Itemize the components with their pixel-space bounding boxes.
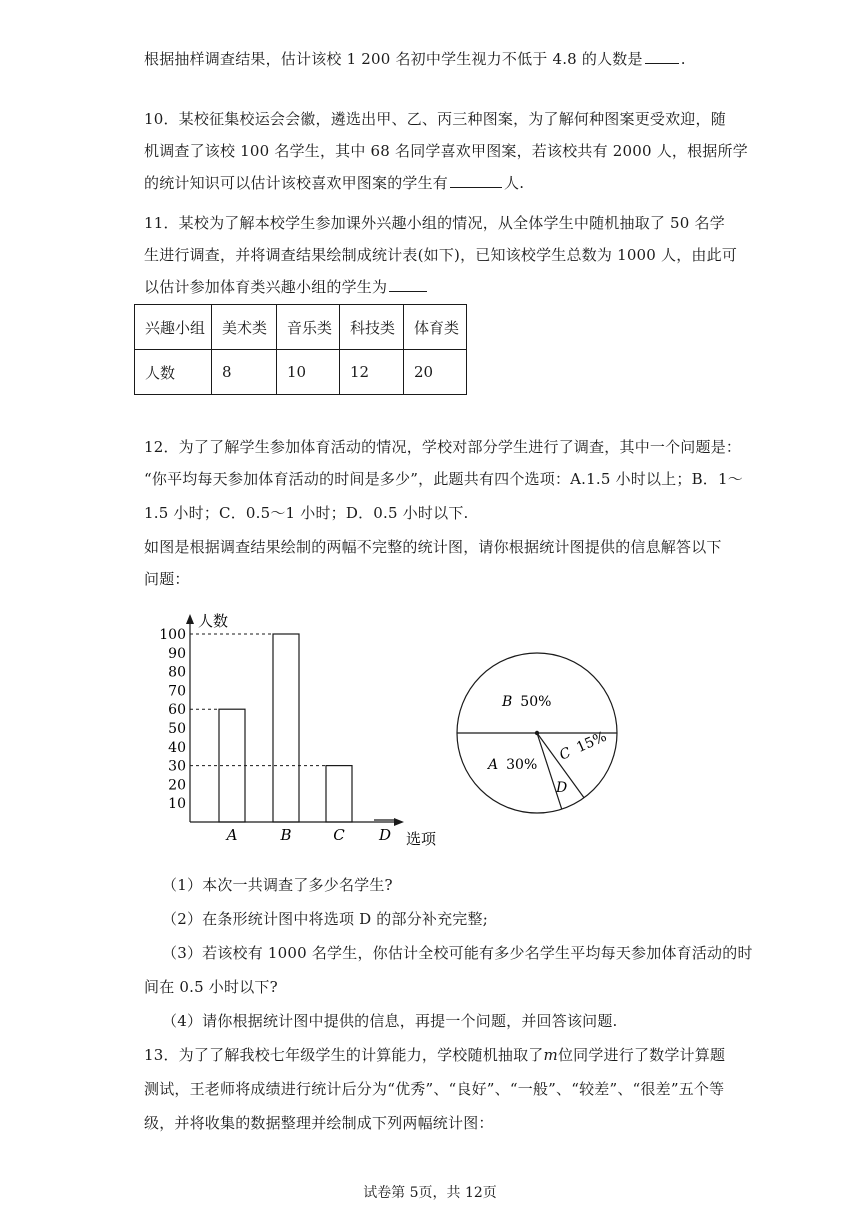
y-tick-label: 70 — [168, 683, 186, 700]
y-tick-label: 10 — [168, 796, 186, 813]
pie-label-b: B 50% — [502, 694, 552, 710]
q13-line-3: 级，并将收集的数据整理并绘制成下列两幅统计图： — [144, 1114, 494, 1132]
y-ticks — [159, 627, 186, 812]
bar-b — [273, 634, 299, 822]
x-tick-label: D — [378, 826, 392, 844]
q11-line-1: 11．某校为了解本校学生参加课外兴趣小组的情况，从全体学生中随机抽取了 50 名学 — [144, 214, 725, 232]
sub-question-2: （2）在条形统计图中将选项 D 的部分补充完整; — [162, 910, 488, 928]
sub-question-1: （1）本次一共调查了多少名学生? — [162, 876, 393, 894]
x-axis-label: 选项 — [406, 830, 437, 848]
q13-line-2: 测试，王老师将成绩进行统计后分为“优秀”、“良好”、“一般”、“较差”、“很差”五个等 — [144, 1080, 725, 1098]
q10-line-3-text: 的统计知识可以估计该校喜欢甲图案的学生有 — [144, 174, 449, 192]
table-cell: 10 — [277, 350, 340, 395]
q12-line-3: 1.5 小时；C．0.5～1 小时；D．0.5 小时以下. — [144, 504, 469, 522]
reference-lines — [190, 634, 326, 766]
x-tick-labels — [225, 826, 391, 844]
q12-line-2: “你平均每天参加体育活动的时间是多少”，此题共有四个选项：A.1.5 小时以上；B．1～ — [144, 470, 743, 488]
q12-line-4: 如图是根据调查结果绘制的两幅不完整的统计图，请你根据统计图提供的信息解答以下 — [144, 538, 722, 556]
table-cell: 兴趣小组 — [135, 305, 212, 350]
x-tick-label: B — [280, 826, 292, 844]
sub-question-4: （4）请你根据统计图中提供的信息，再提一个问题，并回答该问题. — [162, 1012, 618, 1030]
q13-line-1 — [144, 1044, 725, 1065]
q13-variable-m: m — [543, 1046, 558, 1064]
q9-tail-text: 根据抽样调查结果，估计该校 1 200 名初中学生视力不低于 4.8 的人数是 — [144, 50, 643, 68]
x-axis-arrow — [394, 818, 404, 826]
sub-question-3-line-2: 间在 0.5 小时以下? — [144, 978, 278, 996]
y-tick-label: 30 — [168, 758, 186, 775]
q13-line-1-b: 位同学进行了数学计算题 — [557, 1046, 726, 1064]
q10-line-1: 10．某校征集校运会会徽，遴选出甲、乙、丙三种图案，为了解何种图案更受欢迎，随 — [144, 110, 726, 128]
q12-line-5: 问题： — [144, 570, 190, 588]
y-tick-label: 60 — [168, 702, 186, 719]
y-tick-label: 50 — [168, 721, 186, 737]
table-cell: 8 — [212, 350, 277, 395]
bar-chart — [159, 612, 437, 848]
table-cell: 体育类 — [404, 305, 467, 350]
pie-boundary — [537, 733, 562, 809]
q9-period: . — [680, 50, 686, 68]
y-tick-label: 80 — [168, 664, 186, 681]
pie-center-dot — [535, 731, 539, 735]
pie-label-a: A 30% — [488, 757, 538, 773]
table-cell: 科技类 — [340, 305, 404, 350]
y-tick-label: 100 — [159, 627, 186, 643]
table-cell: 美术类 — [212, 305, 277, 350]
x-tick-label: A — [226, 826, 238, 844]
q10-line-2: 机调查了该校 100 名学生，其中 68 名同学喜欢甲图案，若该校共有 2000 人，根据所学 — [144, 142, 748, 160]
table-cell: 音乐类 — [277, 305, 340, 350]
table-cell: 20 — [404, 350, 467, 395]
q12-line-1: 12．为了了解学生参加体育活动的情况，学校对部分学生进行了调查，其中一个问题是： — [144, 438, 742, 456]
table-cell: 人数 — [135, 350, 212, 395]
q10-line-3-end: 人. — [504, 174, 525, 192]
table-cell: 12 — [340, 350, 404, 395]
bars — [219, 634, 396, 822]
q13-line-1-a: 13．为了了解我校七年级学生的计算能力，学校随机抽取了 — [144, 1046, 544, 1064]
sub-question-3-line-1: （3）若该校有 1000 名学生，你估计全校可能有多少名学生平均每天参加体育活动的时 — [162, 944, 753, 962]
y-tick-label: 40 — [168, 739, 186, 756]
y-axis-arrow — [186, 614, 194, 624]
pie-slice-labels — [486, 694, 609, 796]
bar-c — [326, 766, 352, 822]
pie-chart — [457, 653, 617, 813]
y-tick-label: 20 — [168, 777, 186, 794]
pie-label-d: D — [556, 780, 568, 796]
x-tick-label: C — [333, 826, 345, 844]
q11-line-3-text: 以估计参加体育类兴趣小组的学生为 — [144, 278, 388, 296]
page-footer: 试卷第 5页，共 12页 — [363, 1185, 497, 1201]
q11-line-2: 生进行调查，并将调查结果绘制成统计表(如下)，已知该校学生总数为 1000 人，由此可 — [144, 246, 738, 264]
y-axis-label: 人数 — [198, 612, 229, 630]
y-tick-label: 90 — [168, 645, 186, 662]
pie-label-c: C15% — [557, 728, 610, 764]
